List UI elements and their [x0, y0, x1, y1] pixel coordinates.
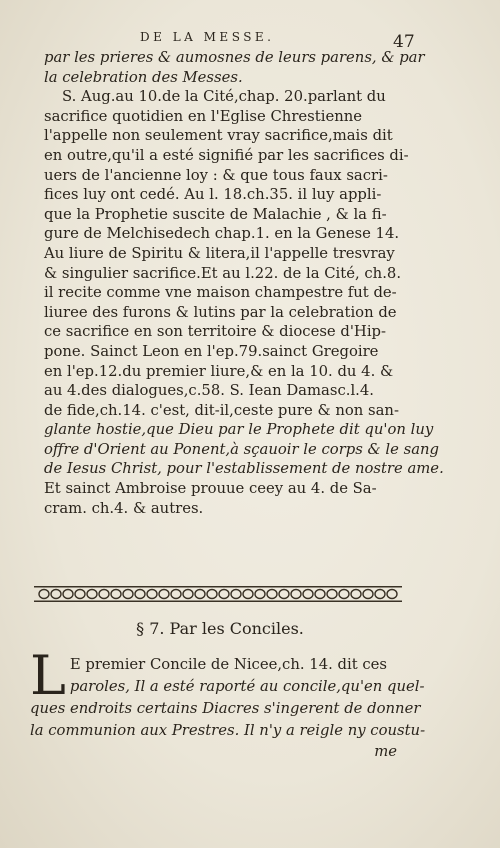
text-line: cram. ch.4. & autres. — [44, 499, 204, 517]
section-paragraph — [30, 644, 426, 763]
catchword: me — [374, 743, 397, 760]
text-line: liuree des furons & lutins par la celebration de — [44, 303, 397, 321]
text-line: S. Aug.au 10.de la Cité,chap. 20.parlant du — [62, 88, 386, 106]
text-line: glante hostie,que Dieu par le Prophete dit qu'on luy — [44, 421, 434, 439]
text-line: ques endroits certains Diacres s'ingerent de donner — [30, 700, 421, 717]
text-line: uers de l'ancienne loy : & que tous faux sacri- — [44, 166, 388, 184]
paragraph-main — [44, 48, 444, 518]
text-line: de fide,ch.14. c'est, dit-il,ceste pure & non san- — [44, 401, 399, 419]
text-line: ce sacrifice en son territoire & diocese d'Hip- — [44, 323, 387, 341]
drop-cap: L — [30, 644, 66, 707]
section-title: § 7. Par les Conciles. — [136, 619, 304, 638]
text-line: l'appelle non seulement vray sacrifice,mais dit — [44, 127, 393, 145]
ornament-rule — [34, 584, 402, 604]
text-line: paroles, Il a esté raporté au concile,qu'en quel- — [69, 677, 425, 695]
text-line: en l'ep.12.du premier liure,& en la 10. du 4. & — [44, 362, 394, 380]
text-line: & singulier sacrifice.Et au l.22. de la Cité, ch.8. — [44, 264, 402, 282]
running-head: DE LA MESSE. — [140, 30, 275, 44]
text-line: sacrifice quotidien en l'Eglise Chrestienne — [44, 107, 363, 125]
text-line: pone. Sainct Leon en l'ep.79.sainct Gregoire — [44, 342, 379, 360]
text-line: au 4.des dialogues,c.58. S. Iean Damasc.l.4. — [44, 382, 374, 400]
text-line: gure de Melchisedech chap.1. en la Genese 14. — [44, 225, 400, 243]
text-line: Au liure de Spiritu & litera,il l'appelle tresvray — [44, 244, 395, 262]
text-line: de Iesus Christ, pour l'establissement de nostre ame. — [44, 460, 444, 478]
text-line: offre d'Orient au Ponent,à sçauoir le corps & le sang — [44, 440, 440, 458]
text-line: par les prieres & aumosnes de leurs parens, & par — [44, 49, 425, 66]
text-line: Et sainct Ambroise prouue ceey au 4. de Sa- — [44, 480, 377, 498]
text-line: fices luy ont cedé. Au l. 18.ch.35. il luy appli- — [44, 186, 382, 204]
text-line: la communion aux Prestres. Il n'y a reigle ny coustu- — [30, 721, 426, 739]
text-line: la celebration des Messes. — [44, 68, 243, 86]
text-line: que la Prophetie suscite de Malachie , & la fi- — [44, 205, 387, 223]
text-line: E premier Concile de Nicee,ch. 14. dit ces — [69, 656, 388, 673]
text-line: il recite comme vne maison champestre fut de- — [44, 284, 397, 302]
text-line: en outre,qu'il a esté signifié par les sacrifices di- — [44, 146, 409, 164]
page-header — [0, 30, 500, 50]
page-number: 47 — [393, 32, 415, 52]
